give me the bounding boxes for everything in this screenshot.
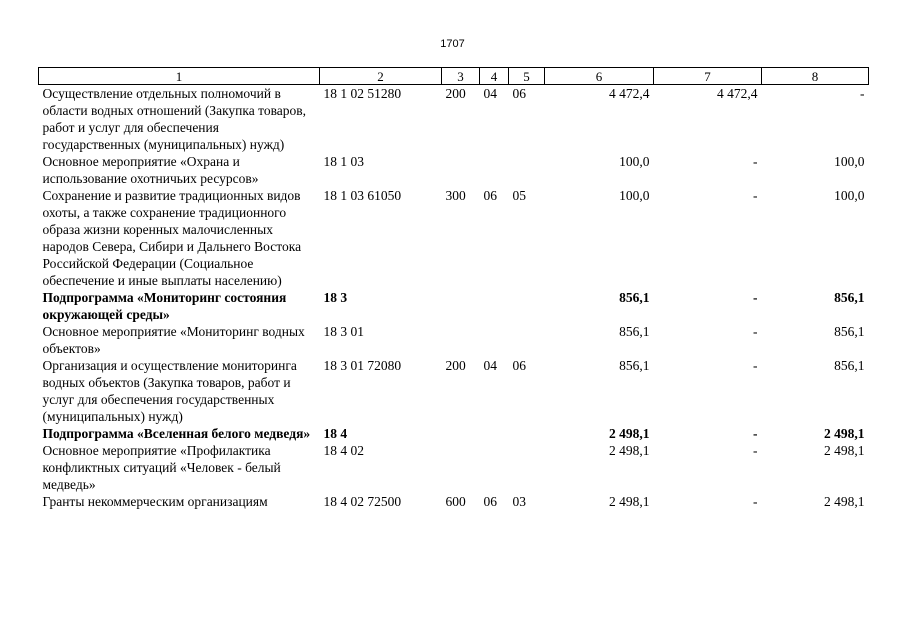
row-name: Основное мероприятие «Мониторинг водных объектов» bbox=[42, 324, 305, 356]
row-col8: 856,1 bbox=[834, 290, 865, 305]
row-name: Основное мероприятие «Профилактика конфликтных ситуаций «Человек - белый медведь» bbox=[42, 443, 281, 492]
row-col8: 2 498,1 bbox=[824, 443, 865, 458]
row-col8: 2 498,1 bbox=[824, 426, 865, 441]
row-rz bbox=[480, 289, 509, 323]
row-col7: - bbox=[753, 426, 758, 441]
row-col8: - bbox=[860, 86, 865, 101]
row-vr bbox=[442, 153, 480, 187]
row-code: 18 1 03 61050 bbox=[323, 188, 402, 203]
header-col-8: 8 bbox=[762, 68, 869, 85]
row-name: Подпрограмма «Вселенная белого медведя» bbox=[42, 426, 311, 441]
row-col6: 856,1 bbox=[619, 290, 650, 305]
row-vr: 300 bbox=[445, 188, 466, 203]
table-row bbox=[39, 357, 869, 425]
row-rz: 04 bbox=[483, 358, 497, 373]
row-pr: 06 bbox=[512, 358, 526, 373]
header-row bbox=[39, 68, 869, 85]
row-pr bbox=[509, 153, 545, 187]
row-pr bbox=[509, 289, 545, 323]
budget-table bbox=[38, 67, 869, 510]
row-rz: 04 bbox=[483, 86, 497, 101]
row-pr: 06 bbox=[512, 86, 526, 101]
row-code: 18 4 02 bbox=[323, 443, 364, 458]
row-col8: 100,0 bbox=[834, 188, 865, 203]
table-row bbox=[39, 323, 869, 357]
row-col8: 2 498,1 bbox=[824, 494, 865, 509]
row-vr: 200 bbox=[445, 86, 466, 101]
row-pr bbox=[509, 442, 545, 493]
header-col-2: 2 bbox=[320, 68, 442, 85]
row-pr: 03 bbox=[512, 494, 526, 509]
row-col8: 856,1 bbox=[834, 324, 865, 339]
row-col8: 100,0 bbox=[834, 154, 865, 169]
row-name: Гранты некоммерческим организациям bbox=[42, 494, 268, 509]
row-col6: 2 498,1 bbox=[609, 426, 650, 441]
table-row bbox=[39, 493, 869, 510]
table-body bbox=[39, 85, 869, 511]
page-number: 1707 bbox=[440, 38, 465, 50]
row-col7: 4 472,4 bbox=[717, 86, 758, 101]
row-col8: 856,1 bbox=[834, 358, 865, 373]
table-row bbox=[39, 289, 869, 323]
row-pr bbox=[509, 323, 545, 357]
row-col6: 2 498,1 bbox=[609, 494, 650, 509]
row-col6: 4 472,4 bbox=[609, 86, 650, 101]
row-col7: - bbox=[753, 324, 758, 339]
row-code: 18 1 03 bbox=[323, 154, 364, 169]
row-code: 18 3 01 bbox=[323, 324, 364, 339]
row-rz: 06 bbox=[483, 188, 497, 203]
row-col7: - bbox=[753, 494, 758, 509]
row-col7: - bbox=[753, 443, 758, 458]
row-name: Сохранение и развитие традиционных видов охоты, а также сохранение традиционного образа жизни коренных малочисленных народов Севера, Сибири и Дальнего Востока Российской Федерации (Социальное обеспечение и иные выплаты населению) bbox=[42, 188, 302, 288]
row-col6: 100,0 bbox=[619, 154, 650, 169]
row-vr bbox=[442, 289, 480, 323]
header-col-7: 7 bbox=[654, 68, 762, 85]
row-name: Осуществление отдельных полномочий в области водных отношений (Закупка товаров, работ и услуг для обеспечения государственных (муниципальных) нужд) bbox=[42, 86, 307, 152]
row-code: 18 3 bbox=[323, 290, 348, 305]
header-col-6: 6 bbox=[545, 68, 654, 85]
row-name: Подпрограмма «Мониторинг состояния окружающей среды» bbox=[42, 290, 287, 322]
row-code: 18 1 02 51280 bbox=[323, 86, 402, 101]
table-row bbox=[39, 153, 869, 187]
row-rz: 06 bbox=[483, 494, 497, 509]
row-col7: - bbox=[753, 290, 758, 305]
row-col7: - bbox=[753, 154, 758, 169]
row-col7: - bbox=[753, 358, 758, 373]
row-name: Основное мероприятие «Охрана и использование охотничьих ресурсов» bbox=[42, 154, 259, 186]
row-rz bbox=[480, 442, 509, 493]
row-pr bbox=[509, 425, 545, 442]
header-col-4: 4 bbox=[480, 68, 509, 85]
row-code: 18 3 01 72080 bbox=[323, 358, 402, 373]
row-vr bbox=[442, 323, 480, 357]
row-name: Организация и осуществление мониторинга водных объектов (Закупка товаров, работ и услуг для обеспечения государственных (муниципальных) нужд) bbox=[42, 358, 297, 424]
header-col-1: 1 bbox=[39, 68, 320, 85]
row-rz bbox=[480, 153, 509, 187]
row-pr: 05 bbox=[512, 188, 526, 203]
row-col6: 100,0 bbox=[619, 188, 650, 203]
row-vr bbox=[442, 425, 480, 442]
row-col6: 2 498,1 bbox=[609, 443, 650, 458]
table-row bbox=[39, 425, 869, 442]
table-row bbox=[39, 85, 869, 154]
row-vr: 200 bbox=[445, 358, 466, 373]
row-col7: - bbox=[753, 188, 758, 203]
row-col6: 856,1 bbox=[619, 324, 650, 339]
row-col6: 856,1 bbox=[619, 358, 650, 373]
header-col-3: 3 bbox=[442, 68, 480, 85]
row-vr: 600 bbox=[445, 494, 466, 509]
table-row bbox=[39, 187, 869, 289]
header-col-5: 5 bbox=[509, 68, 545, 85]
row-vr bbox=[442, 442, 480, 493]
table-row bbox=[39, 442, 869, 493]
row-rz bbox=[480, 425, 509, 442]
row-code: 18 4 02 72500 bbox=[323, 494, 402, 509]
row-code: 18 4 bbox=[323, 426, 348, 441]
row-rz bbox=[480, 323, 509, 357]
